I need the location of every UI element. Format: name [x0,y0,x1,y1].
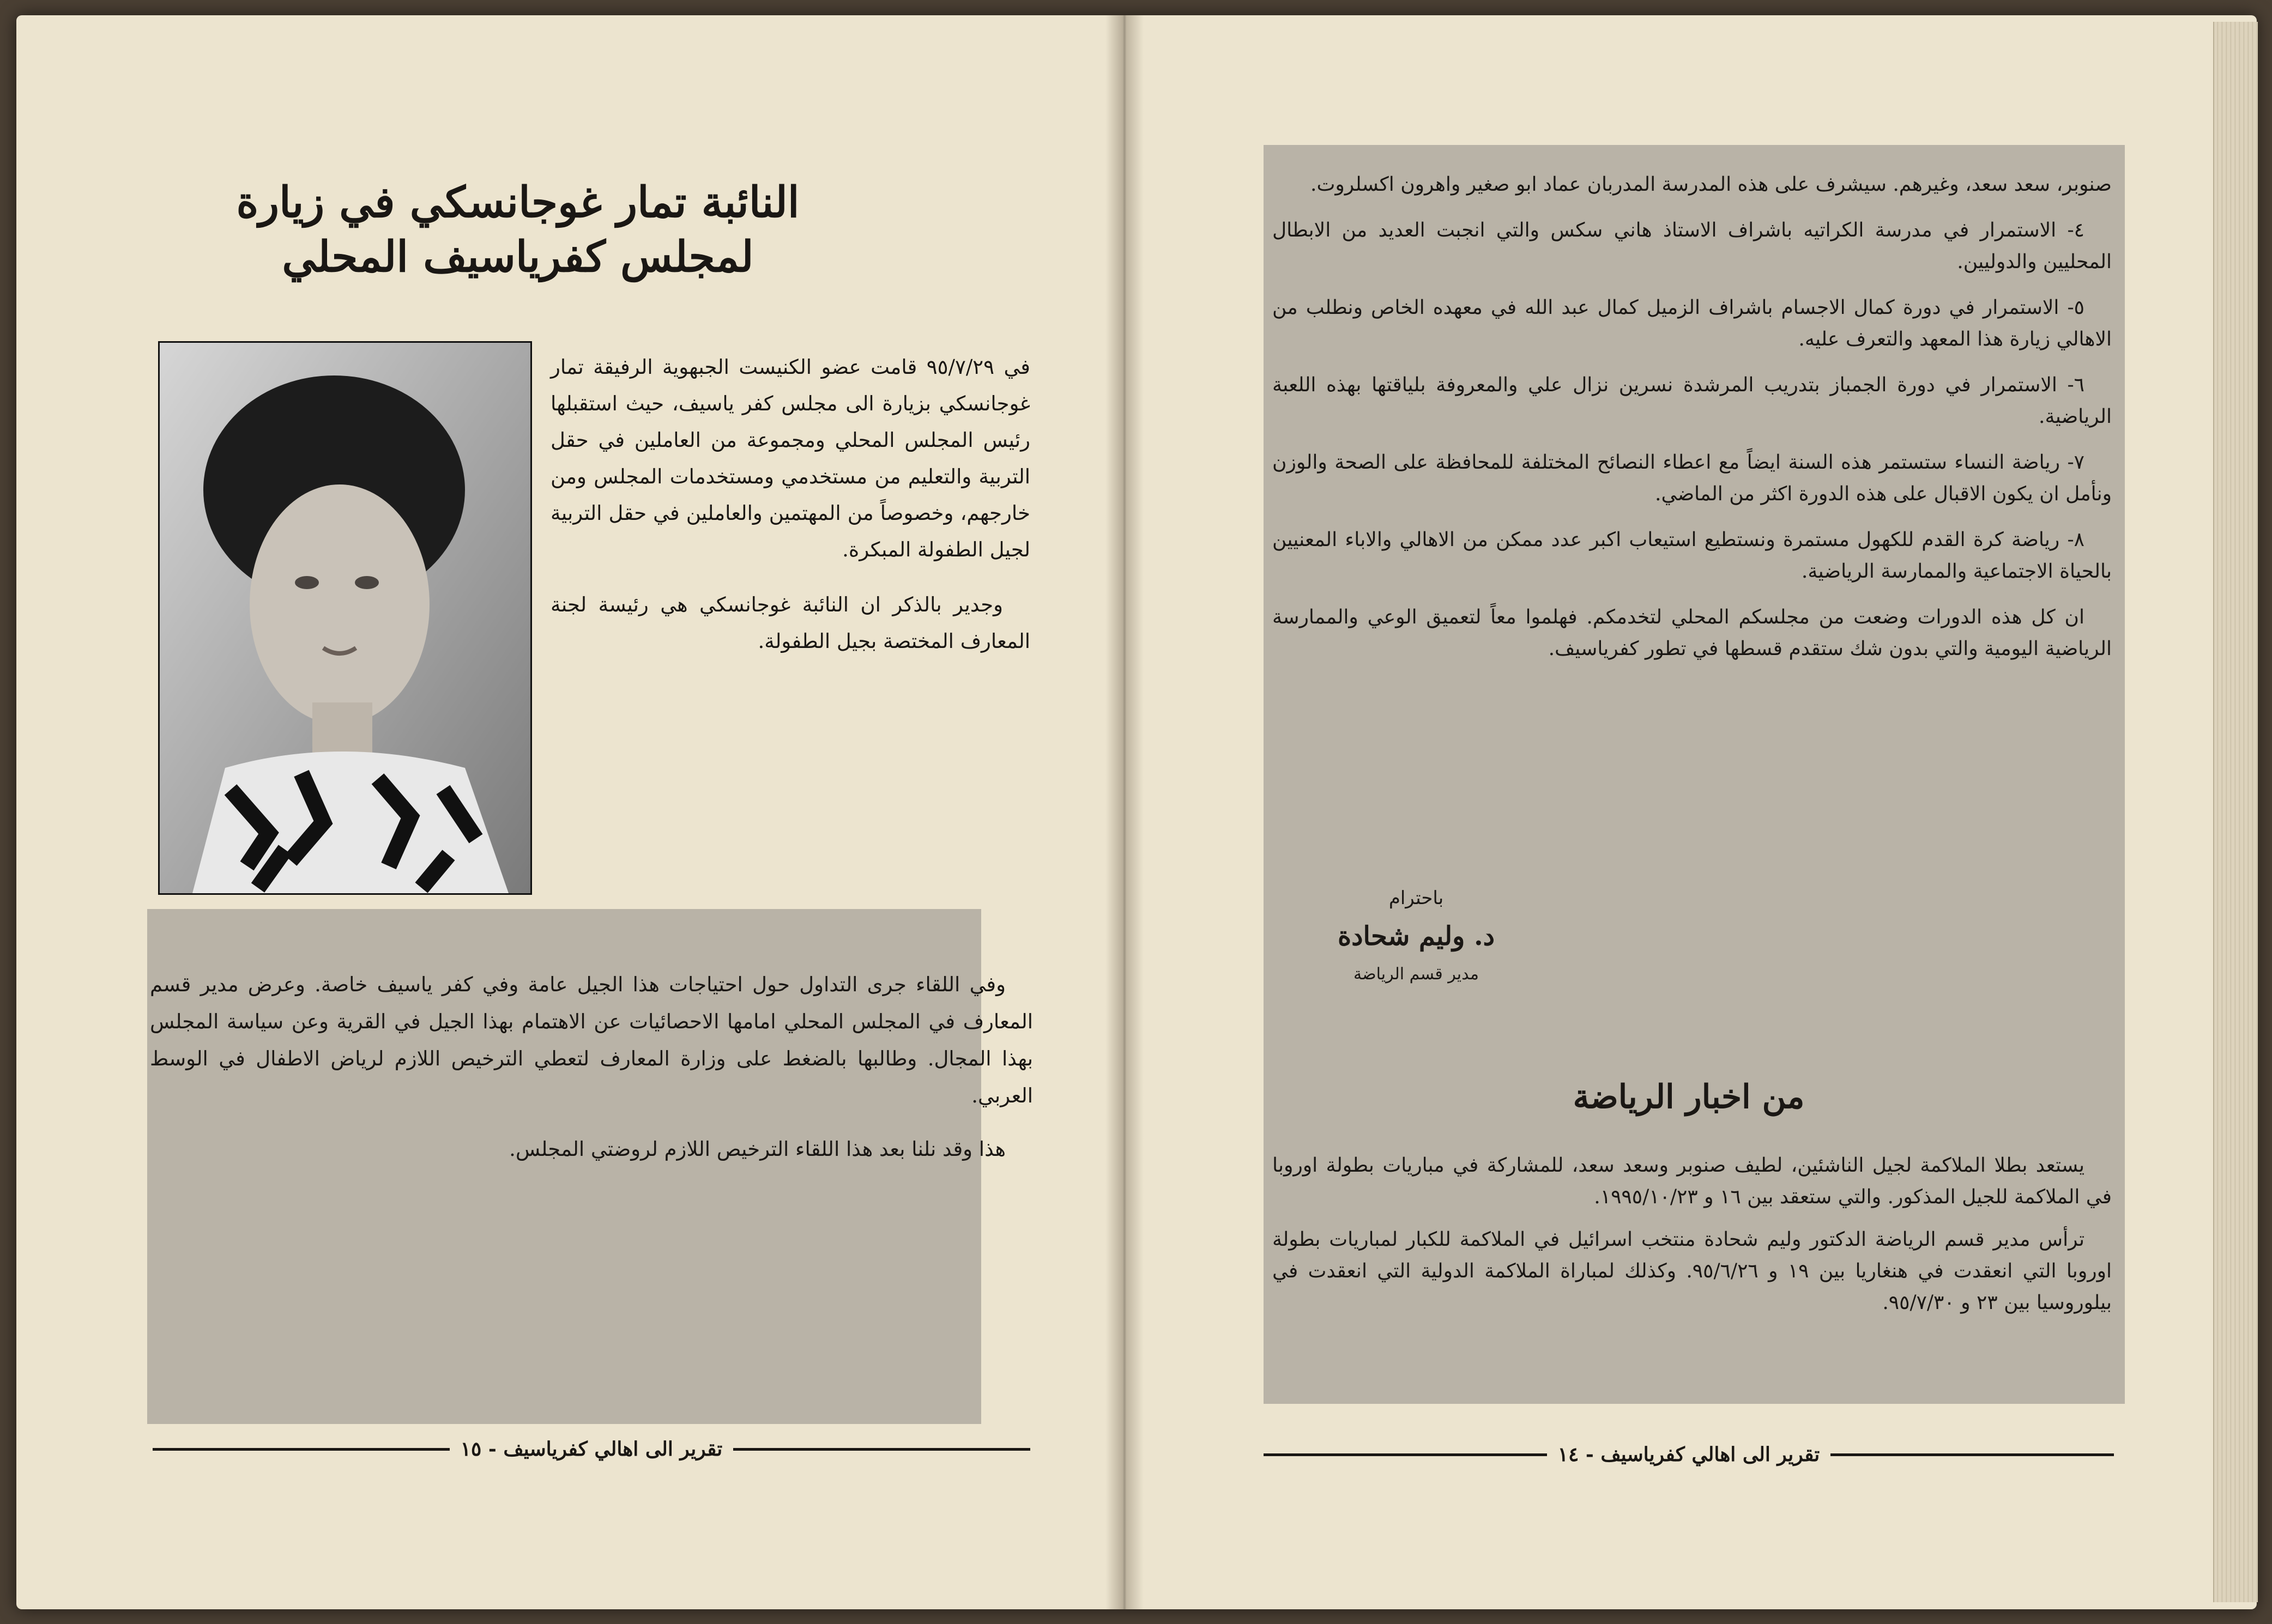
footer-rule-left-14 [1264,1453,1547,1456]
page-14 [1144,15,2213,1609]
sports-news-body [1272,1150,2112,1319]
signer-title: مدير قسم الرياضة [1353,965,1479,984]
sports-courses-list [1272,169,2112,665]
article-title-line1: النائبة تمار غوجانسكي في زيارة [236,178,800,227]
page-15 [16,15,1107,1609]
item-continued: صنوبر، سعد سعد، وغيرهم. سيشرف على هذه المدرسة المدربان عماد ابو صغير واهرون اكسلروت. [1310,173,2112,196]
article-para-3: وفي اللقاء جرى التداول حول احتياجات هذا الجيل عامة وفي كفر ياسيف خاصة. وعرض مدير قسم المعارف في المجلس المحلي امامها الاحصائيات عن الاهتمام بهذا الجيل في القرية وعن سياسة المجلس بهذا المجال. وطالبها بالضغط على وزارة المعارف لتعطي الترخيص اللازم لرياض الاطفال في الوسط العربي. [150,973,1033,1107]
article-title-line2: لمجلس كفرياسيف المحلي [282,232,754,282]
portrait-illustration [160,343,530,893]
footer-text-15: تقرير الى اهالي كفرياسيف - ١٥ [460,1438,723,1461]
article-body-top [551,349,1030,678]
item-4: ٤- الاستمرار في مدرسة الكراتيه باشراف الاستاذ هاني سكس والتي انجبت العديد من الابطال المحليين والدوليين. [1272,219,2112,273]
news-item-1: يستعد بطلا الملاكمة لجيل الناشئين، لطيف صنوبر وسعد سعد، للمشاركة في مباريات بطولة اوروبا في الملاكمة للجيل المذكور. والتي ستعقد بين ١٦ و ١٩٩٥/١٠/٢٣. [1272,1154,2112,1208]
article-para-2: وجدير بالذكر ان النائبة غوجانسكي هي رئيسة لجنة المعارف المختصة بجيل الطفولة. [551,593,1030,653]
portrait-photo [158,341,532,895]
item-5: ٥- الاستمرار في دورة كمال الاجسام باشراف الزميل كمال عبد الله في معهده الخاص ونطلب من الاهالي زيارة هذا المعهد والتعرف عليه. [1272,296,2112,350]
page-footer-15 [153,1438,1030,1461]
signer-name: د. وليم شحادة [1337,921,1495,952]
article-intro: في ٩٥/٧/٢٩ قامت عضو الكنيست الجبهوية الرفيقة تمار غوجانسكي بزيارة الى مجلس كفر ياسيف، حيث استقبلها رئيس المجلس المحلي ومجموعة من العاملين في حقل التربية والتعليم من مستخدمي ومستخدمات المجلس ومن خارجهم، وخصوصاً من المهتمين والعاملين في حقل التربية لجيل الطفولة المبكرة. [551,355,1030,561]
article-body-bottom [150,966,1033,1184]
item-7: ٧- رياضة النساء ستستمر هذه السنة ايضاً مع اعطاء النصائح المختلفة للمحافظة على الصحة والوزن ونأمل ان يكون الاقبال على هذه الدورة اكثر من الماضي. [1272,451,2112,505]
page-footer-14 [1264,1443,2114,1466]
article-para-4: هذا وقد نلنا بعد هذا اللقاء الترخيص اللازم لروضتي المجلس. [509,1137,1006,1161]
footer-text-14: تقرير الى اهالي كفرياسيف - ١٤ [1557,1443,1820,1466]
news-item-2: ترأس مدير قسم الرياضة الدكتور وليم شحادة منتخب اسرائيل في الملاكمة للكبار لمباريات بطولة اوروبا التي انعقدت في هنغاريا بين ١٩ و ٩٥/٦/٢٦. وكذلك لمباراة الملاكمة الدولية التي انعقدت في بيلوروسيا بين ٢٣ و ٩٥/٧/٣٠. [1272,1228,2112,1314]
item-6: ٦- الاستمرار في دورة الجمباز بتدريب المرشدة نسرين نزال علي والمعروفة بلياقتها بهذه اللعبة الرياضية. [1272,374,2112,428]
page-edges [2213,22,2258,1602]
footer-rule-right-14 [1830,1453,2114,1456]
sports-news-title: من اخبار الرياضة [1573,1078,1805,1116]
signature-block [1307,882,1525,991]
book-spine [1105,15,1144,1609]
regards-text: باحترام [1388,887,1444,909]
footer-rule-right [733,1448,1030,1451]
closing-paragraph: ان كل هذه الدورات وضعت من مجلسكم المحلي لتخدمكم. فهلموا معاً لتعميق الوعي والممارسة الرياضية اليومية والتي بدون شك ستقدم قسطها في تطور كفرياسيف. [1272,606,2112,660]
item-8: ٨- رياضة كرة القدم للكهول مستمرة ونستطيع استيعاب اكبر عدد ممكن من الاهالي والاباء المعنيين بالحياة الاجتماعية والممارسة الرياضية. [1272,529,2112,583]
footer-rule-left [153,1448,450,1451]
